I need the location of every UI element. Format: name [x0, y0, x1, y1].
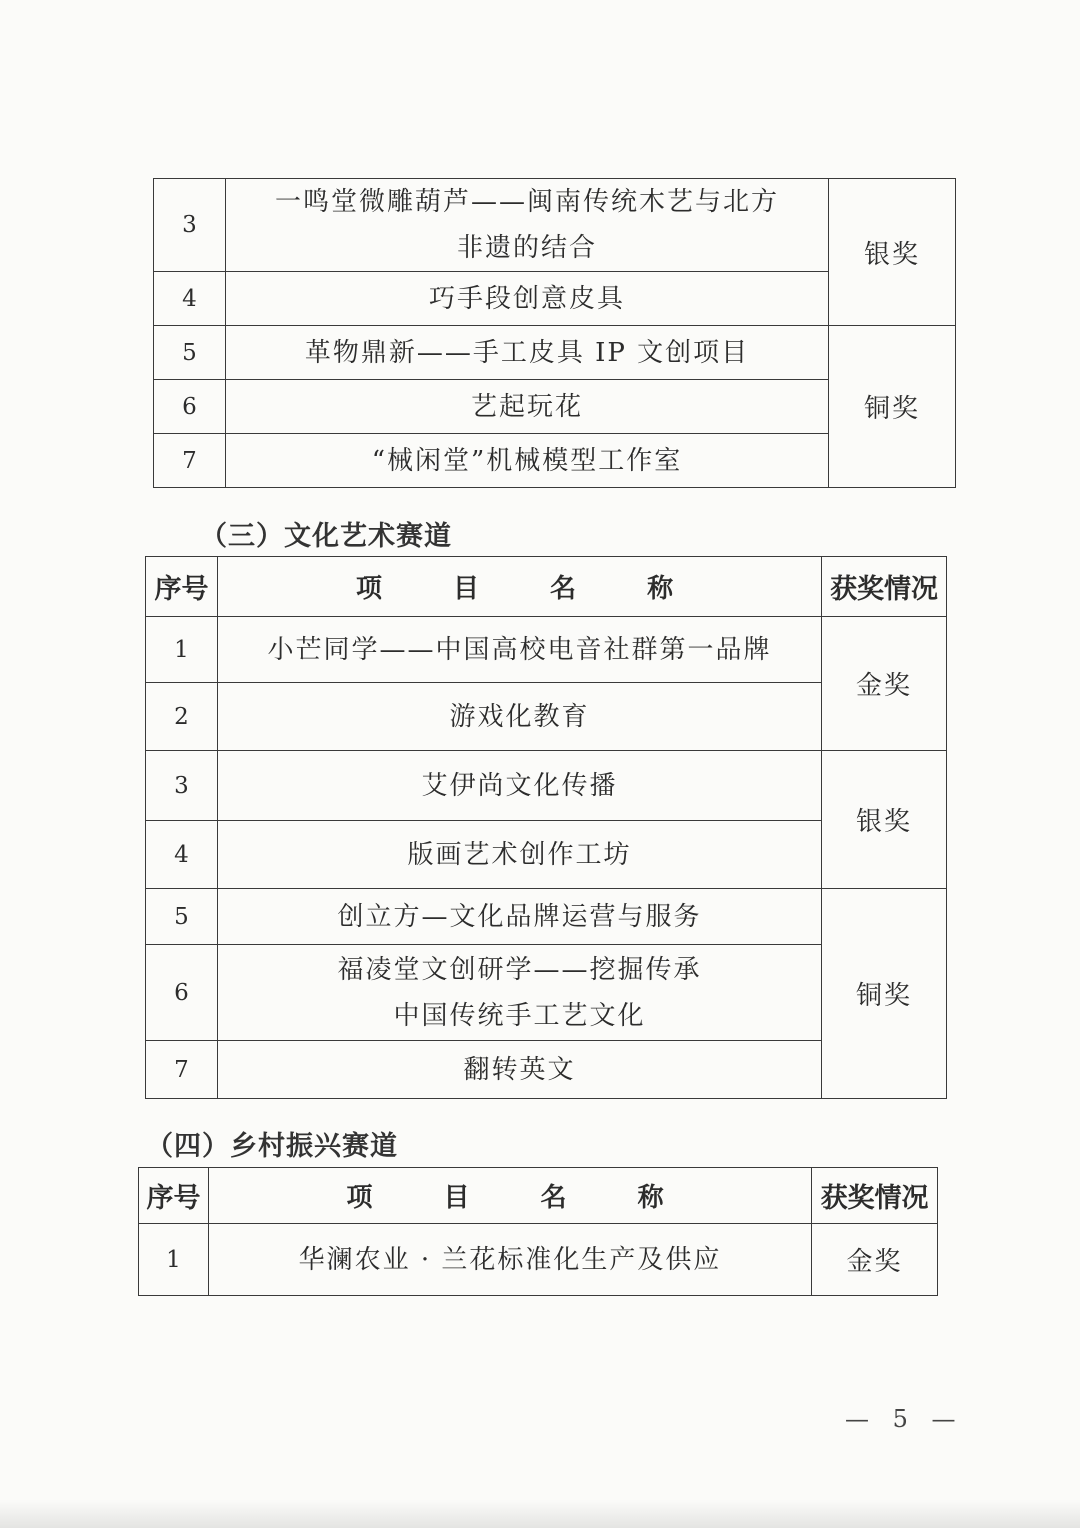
section-title-rural-revitalization: （四）乡村振兴赛道 [146, 1131, 398, 1162]
header-award: 获奖情况 [812, 1168, 938, 1224]
page-edge-shadow [0, 1500, 1080, 1528]
row-number: 4 [154, 272, 226, 326]
project-name: 版画艺术创作工坊 [217, 821, 821, 889]
row-number: 6 [154, 380, 226, 434]
project-name-line: 非遗的结合 [457, 233, 598, 263]
rural-revitalization-table [138, 1167, 938, 1296]
culture-arts-table [145, 556, 947, 1099]
project-name [217, 945, 821, 1041]
award-gold: 金奖 [822, 617, 947, 751]
table-row [146, 751, 947, 821]
project-name: 巧手段创意皮具 [225, 272, 828, 326]
award-bronze: 铜奖 [822, 889, 947, 1099]
row-number: 7 [154, 434, 226, 488]
row-number: 3 [146, 751, 218, 821]
project-name-line: 福凌堂文创研学——挖掘传承 [337, 954, 702, 985]
project-name: “械闲堂”机械模型工作室 [225, 434, 828, 488]
header-award: 获奖情况 [822, 557, 947, 617]
award-silver: 银奖 [822, 751, 947, 889]
project-name-line: 一鸣堂微雕葫芦——闽南传统木艺与北方 [275, 187, 780, 217]
table-row [146, 889, 947, 945]
project-name: 翻转英文 [217, 1041, 821, 1099]
table-row [154, 179, 956, 272]
row-number: 1 [146, 617, 218, 683]
crafts-track-table [153, 178, 956, 488]
project-name [225, 179, 828, 272]
header-number: 序号 [146, 557, 218, 617]
project-name: 华澜农业 · 兰花标准化生产及供应 [208, 1224, 811, 1296]
project-name-line: 中国传统手工艺文化 [393, 1000, 646, 1031]
row-number: 5 [146, 889, 218, 945]
row-number: 5 [154, 326, 226, 380]
project-name: 小芒同学——中国高校电音社群第一品牌 [217, 617, 821, 683]
project-name: 艾伊尚文化传播 [217, 751, 821, 821]
section-title-culture-arts: （三）文化艺术赛道 [200, 521, 452, 552]
header-project-name: 项 目 名 称 [208, 1168, 811, 1224]
project-name: 革物鼎新——手工皮具 IP 文创项目 [225, 326, 828, 380]
row-number: 1 [139, 1224, 209, 1296]
table-row [139, 1224, 938, 1296]
table-header-row [146, 557, 947, 617]
project-name: 游戏化教育 [217, 683, 821, 751]
award-gold: 金奖 [812, 1224, 938, 1296]
project-name: 艺起玩花 [225, 380, 828, 434]
row-number: 4 [146, 821, 218, 889]
table-header-row [139, 1168, 938, 1224]
page-number: — 5 — [845, 1405, 964, 1433]
row-number: 3 [154, 179, 226, 272]
row-number: 7 [146, 1041, 218, 1099]
table-row [154, 326, 956, 380]
project-name: 创立方—文化品牌运营与服务 [217, 889, 821, 945]
table-row [146, 617, 947, 683]
award-bronze: 铜奖 [829, 326, 956, 488]
row-number: 2 [146, 683, 218, 751]
header-number: 序号 [139, 1168, 209, 1224]
row-number: 6 [146, 945, 218, 1041]
award-silver: 银奖 [829, 179, 956, 326]
header-project-name: 项 目 名 称 [217, 557, 821, 617]
